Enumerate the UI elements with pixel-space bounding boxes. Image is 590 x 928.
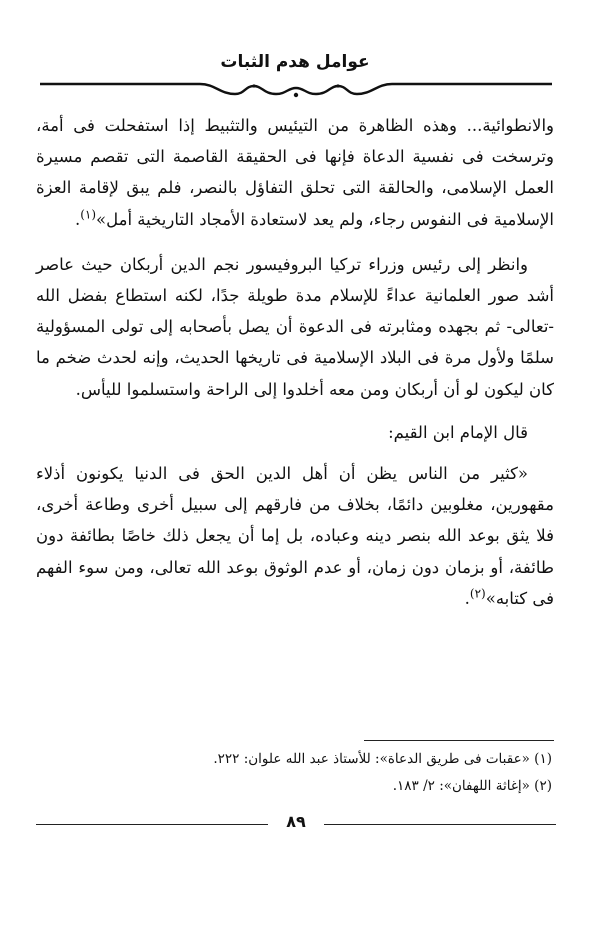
footnote-divider — [364, 740, 554, 741]
footnote-mark-2: (٢) — [469, 586, 486, 601]
page-number: ٨٩ — [286, 812, 306, 831]
paragraph-2: وانظر إلى رئيس وزراء تركيا البروفيسور نجم الدين أربكان حيث عاصر أشد صور العلمانية عداءً للإسلام مدة طويلة جدًا، لكنه استطاع بفضل الله -تعالى- ثم بجهده ومثابرته فى الدعوة أن يصل بأصحابه إلى تولى المسؤولية سلمًا ولأول مرة فى البلاد الإسلامية فى تاريخها الحديث، وإنه لحدث ضخم ما كان ليكون لو أن أربكان ومن معه أخلدوا إلى الراحة واستسلموا لليأس. — [36, 254, 554, 399]
page-footer — [36, 812, 556, 836]
footnotes — [52, 746, 552, 800]
running-head-title: عوامل هدم الثبات — [220, 52, 370, 72]
main-text — [36, 110, 554, 614]
footer-rule-right — [324, 824, 556, 825]
footnote-1: (١) «عقبات فى طريق الدعاة»: للأستاذ عبد الله علوان: ٢٢٢. — [213, 751, 552, 767]
paragraph-3: قال الإمام ابن القيم: — [388, 422, 528, 442]
footnote-mark-1: (١) — [80, 207, 97, 222]
paragraph-4: «كثير من الناس يظن أن أهل الدين الحق فى الدنيا يكونون أذلاء مقهورين، مغلوبين دائمًا، بخلاف من فارقهم إلى سبيل أخرى وطاعة أخرى، فلا يثق بوعد الله بنصر دينه وعباده، بل إما أن يجعل ذلك خاصًا بطائفة دون طائفة، أو بزمان دون زمان، أو عدم الوثوق بوعد الله تعالى، ومن سوء الفهم فى كتابه»$^{(٢)}$. — [36, 464, 554, 608]
header-ornament — [40, 80, 552, 102]
paragraph-1: والانطوائية... وهذه الظاهرة من التيئيس والتثبيط إذا استفحلت فى أمة، وترسخت فى نفسية الدعاة فإنها فى الحقيقة القاصمة التى تقصم مسيرة العمل الإسلامى، والحالقة التى تحلق التفاؤل بالنصر، فلم يبق لإقامة العزة الإسلامية فى النفوس رجاء، ولم يعد لاستعادة الأمجاد التاريخية أمل»$^{(١)}$. — [36, 116, 554, 229]
footnote-2: (٢) «إغاثة اللهفان»: ٢/ ١٨٣. — [392, 778, 552, 794]
